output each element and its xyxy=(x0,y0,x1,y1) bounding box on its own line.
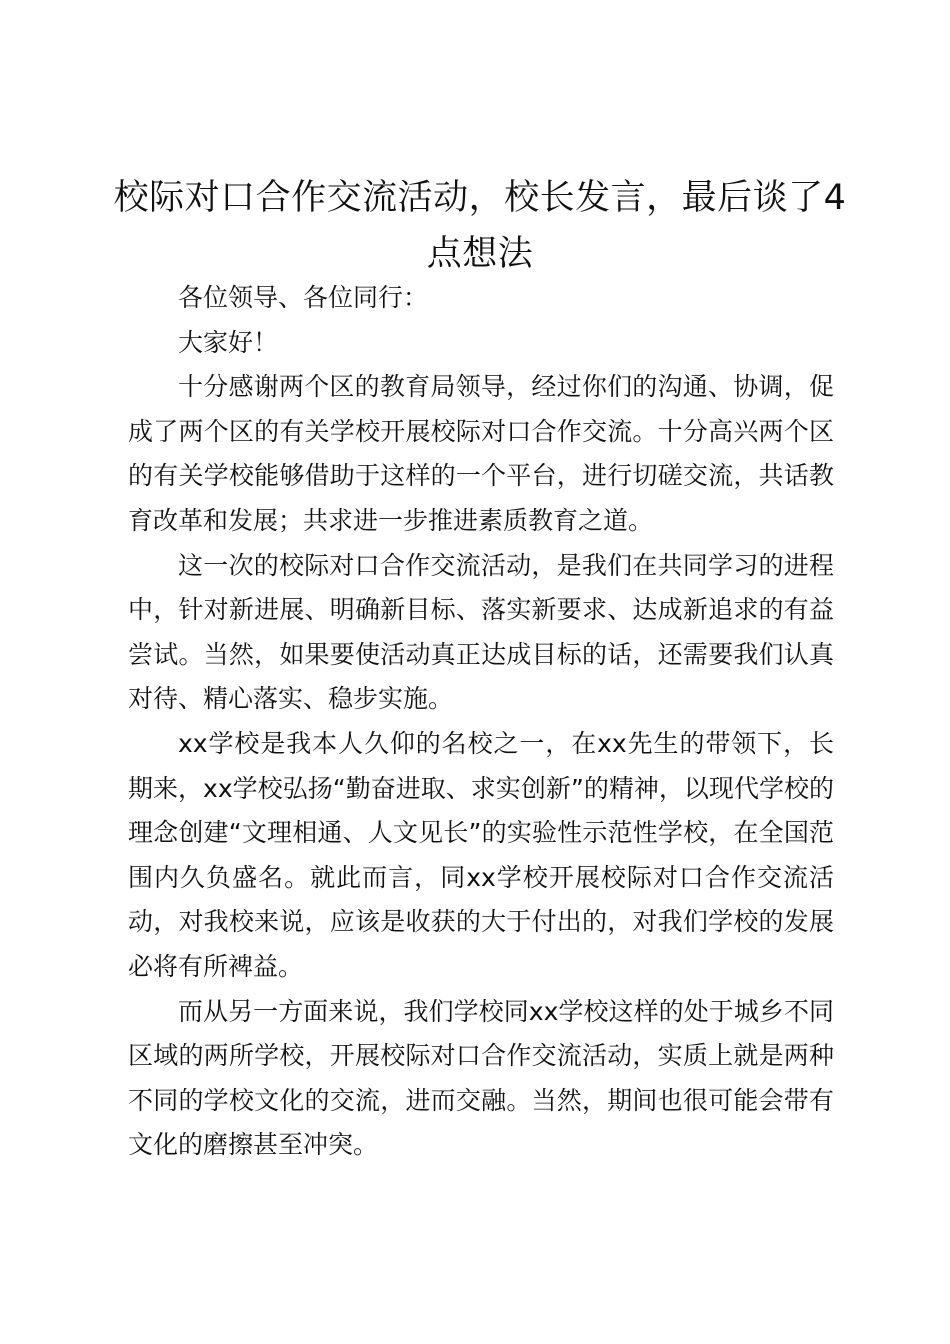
body-paragraph: 十分感谢两个区的教育局领导，经过你们的沟通、协调，促成了两个区的有关学校开展校际对口合作交流。十分高兴两个区的有关学校能够借助于这样的一个平台，进行切磋交流，共话教育改革和发展；共求进一步推进素质教育之道。 xyxy=(128,372,834,535)
greeting-paragraph: 大家好！ xyxy=(178,327,279,357)
body-paragraph: 而从另一方面来说，我们学校同xx学校这样的处于城乡不同区域的两所学校，开展校际对口合作交流活动，实质上就是两种不同的学校文化的交流，进而交融。当然，期间也很可能会带有文化的磨擦甚至冲突。 xyxy=(128,996,834,1160)
document-title: 校际对口合作交流活动，校长发言，最后谈了4点想法 xyxy=(113,178,847,274)
body-paragraph: xx学校是我本人久仰的名校之一，在xx先生的带领下，长期来，xx学校弘扬“勤奋进取、求实创新”的精神，以现代学校的理念创建“文理相通、人文见长”的实验性示范性学校，在全国范围内久负盛名。就此而言，同xx学校开展校际对口合作交流活动，对我校来说，应该是收获的大于付出的，对我们学校的发展必将有所裨益。 xyxy=(128,728,834,981)
salutation-paragraph: 各位领导、各位同行： xyxy=(178,283,429,312)
document-body xyxy=(128,276,834,1168)
body-paragraph: 这一次的校际对口合作交流活动，是我们在共同学习的进程中，针对新进展、明确新目标、落实新要求、达成新追求的有益尝试。当然，如果要使活动真正达成目标的话，还需要我们认真对待、精心落实、稳步实施。 xyxy=(128,550,834,714)
